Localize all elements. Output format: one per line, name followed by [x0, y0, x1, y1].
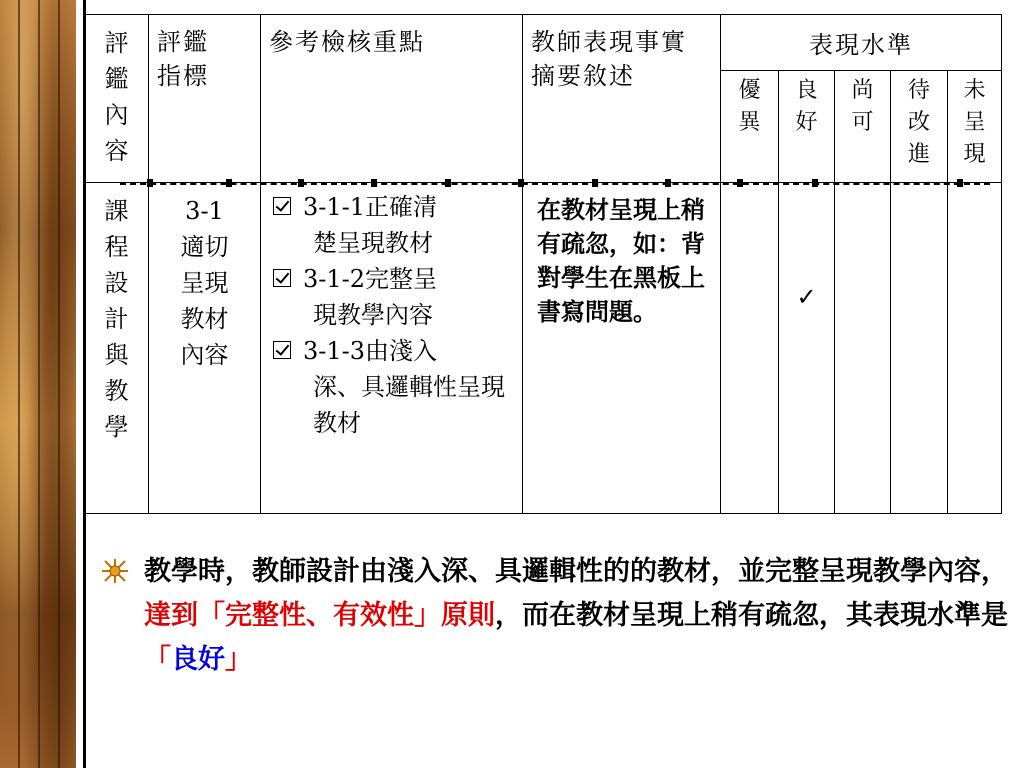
- header-levels-title: 表現水準: [721, 15, 1002, 71]
- level-not-shown: 未 呈 現: [948, 71, 1002, 183]
- row-facts: 在教材呈現上稍有疏忽，如：背對學生在黑板上書寫問題。: [523, 183, 721, 514]
- divider-dot: [445, 179, 451, 187]
- cell-needs-improvement: [891, 183, 948, 514]
- divider-dot: [298, 179, 304, 187]
- divider-dot: [957, 179, 963, 187]
- header-indicator: 評鑑 指標: [149, 15, 261, 183]
- row-content: 課 程 設 計 與 教 學: [85, 183, 149, 514]
- divider-dot: [592, 179, 598, 187]
- cell-excellent: [721, 183, 779, 514]
- header-key-points: 參考檢核重點: [261, 15, 523, 183]
- header-facts: 教師表現事實摘要敘述: [523, 15, 721, 183]
- evaluation-table: [84, 14, 1002, 514]
- checkbox-checked-icon: [273, 197, 291, 215]
- checklist-item: 3-1-2完整呈 現教學內容: [273, 261, 518, 333]
- starburst-bullet-icon: [100, 558, 130, 584]
- checkbox-checked-icon: [273, 341, 291, 359]
- checklist-item: 3-1-3由淺入 深、具邏輯性呈現教材: [273, 333, 518, 441]
- header-content: 評 鑑 內 容: [85, 15, 149, 183]
- cell-not-shown: [948, 183, 1002, 514]
- check-mark-icon: ✓: [779, 183, 835, 514]
- checklist-item: 3-1-1正確清 楚呈現教材: [273, 189, 518, 261]
- level-good: 良 好: [779, 71, 835, 183]
- cell-fair: [835, 183, 891, 514]
- divider-dot: [371, 179, 377, 187]
- level-fair: 尚 可: [835, 71, 891, 183]
- divider-dot: [147, 179, 153, 187]
- row-key-points: [261, 183, 523, 514]
- divider-dot: [737, 179, 743, 187]
- divider-dot: [665, 179, 671, 187]
- summary-note: 教學時，教師設計由淺入深、具邏輯性的的教材，並完整呈現教學內容，達到「完整性、有效性」原則，而在教材呈現上稍有疏忽，其表現水準是「良好」: [100, 550, 1010, 682]
- divider-dot: [812, 179, 818, 187]
- level-needs-improvement: 待 改 進: [891, 71, 948, 183]
- dashed-divider: [120, 183, 990, 185]
- level-excellent: 優 異: [721, 71, 779, 183]
- divider-dot: [518, 179, 524, 187]
- decorative-sidebar: [0, 0, 76, 768]
- row-indicator: 3-1 適切 呈現 教材 內容: [149, 183, 261, 514]
- checkbox-checked-icon: [273, 269, 291, 287]
- divider-dot: [226, 179, 232, 187]
